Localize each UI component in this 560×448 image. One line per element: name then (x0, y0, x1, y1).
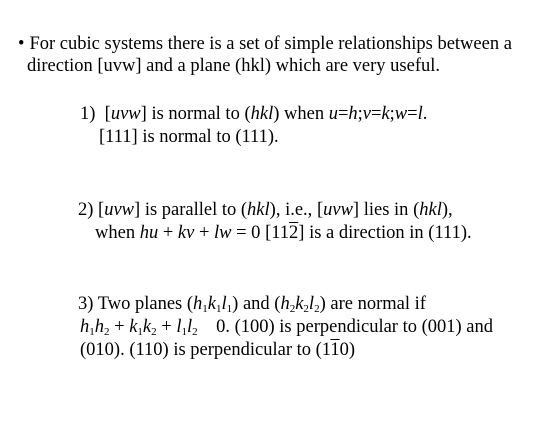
item1-hkl: hkl (250, 104, 274, 124)
item2-direction-prefix: [11 (265, 223, 290, 243)
item1-cond-w: w (394, 104, 408, 124)
item1-number: 1) (80, 104, 96, 124)
item2-hkl-2: hkl (419, 200, 442, 220)
item2-line-1: 2) [uvw] is parallel to (hkl), i.e., [uvw] lies in (hkl), (78, 200, 453, 220)
intro-text-2: direction [uvw] and a plane (hkl) which are very useful. (27, 56, 441, 76)
item1-cond-l: l (417, 104, 423, 124)
item3-equation-suffix: 0. (100) is perpendicular to (001) and (216, 317, 493, 337)
item1-cond-u: u (328, 104, 338, 124)
item2-hkl: hkl (247, 200, 270, 220)
item3-line-1: 3) Two planes $(h_1k_1l_1)$ and $(h_2k_2l_2)$ are normal if (78, 294, 426, 315)
item2-when: when (95, 223, 136, 243)
item1-uvw: uvw (110, 104, 141, 124)
item3-line-2: $h_1h_2 + k_1k_2 + l_1l_2$ 0. (100) is perpendicular to (001) and (80, 317, 493, 338)
intro-line-1 (18, 33, 512, 55)
item3-line-3 (80, 339, 355, 361)
item3-line3-end: 0) (339, 340, 356, 360)
item1-example: [111] is normal to (111). (99, 127, 279, 147)
item2-ie: i.e., (285, 200, 313, 220)
item1-cond-h: h (348, 104, 358, 124)
item3-line3-bar-digit: 1 (330, 340, 340, 360)
item2-direction-suffix: ] (298, 223, 305, 243)
item3-text-and: and (242, 294, 270, 314)
intro-text-1: For cubic systems there is a set of simple relationships between a (29, 34, 512, 54)
item2-direction-tail: is a direction in (111). (309, 223, 472, 243)
item3-text-after: are normal if (330, 294, 426, 314)
item1-cond-k: k (381, 104, 390, 124)
item3-line3-text: (010). (110) is perpendicular to (1 (80, 340, 331, 360)
item3-text-before: Two planes (97, 294, 183, 314)
item2-number: 2) (78, 200, 94, 220)
item2-line-2: when hu + kv + lw = 0 [112] is a direction in (111). (95, 223, 472, 243)
intro-line-2 (27, 55, 440, 77)
item2-uvw: uvw (104, 200, 135, 220)
item1-line-1: 1) [uvw] is normal to (hkl) when u=h;v=k;w=l. (80, 104, 428, 124)
item2-lies-in: lies in (363, 200, 409, 220)
bullet-glyph: • (18, 34, 25, 54)
item2-uvw-2: uvw (323, 200, 353, 220)
item1-cond-v: v (362, 104, 371, 124)
item2-eq-zero: = 0 (236, 223, 261, 243)
item2-direction-bar-digit: 2 (289, 223, 299, 243)
item1-line-2 (99, 126, 279, 148)
item3-number: 3) (78, 294, 94, 314)
